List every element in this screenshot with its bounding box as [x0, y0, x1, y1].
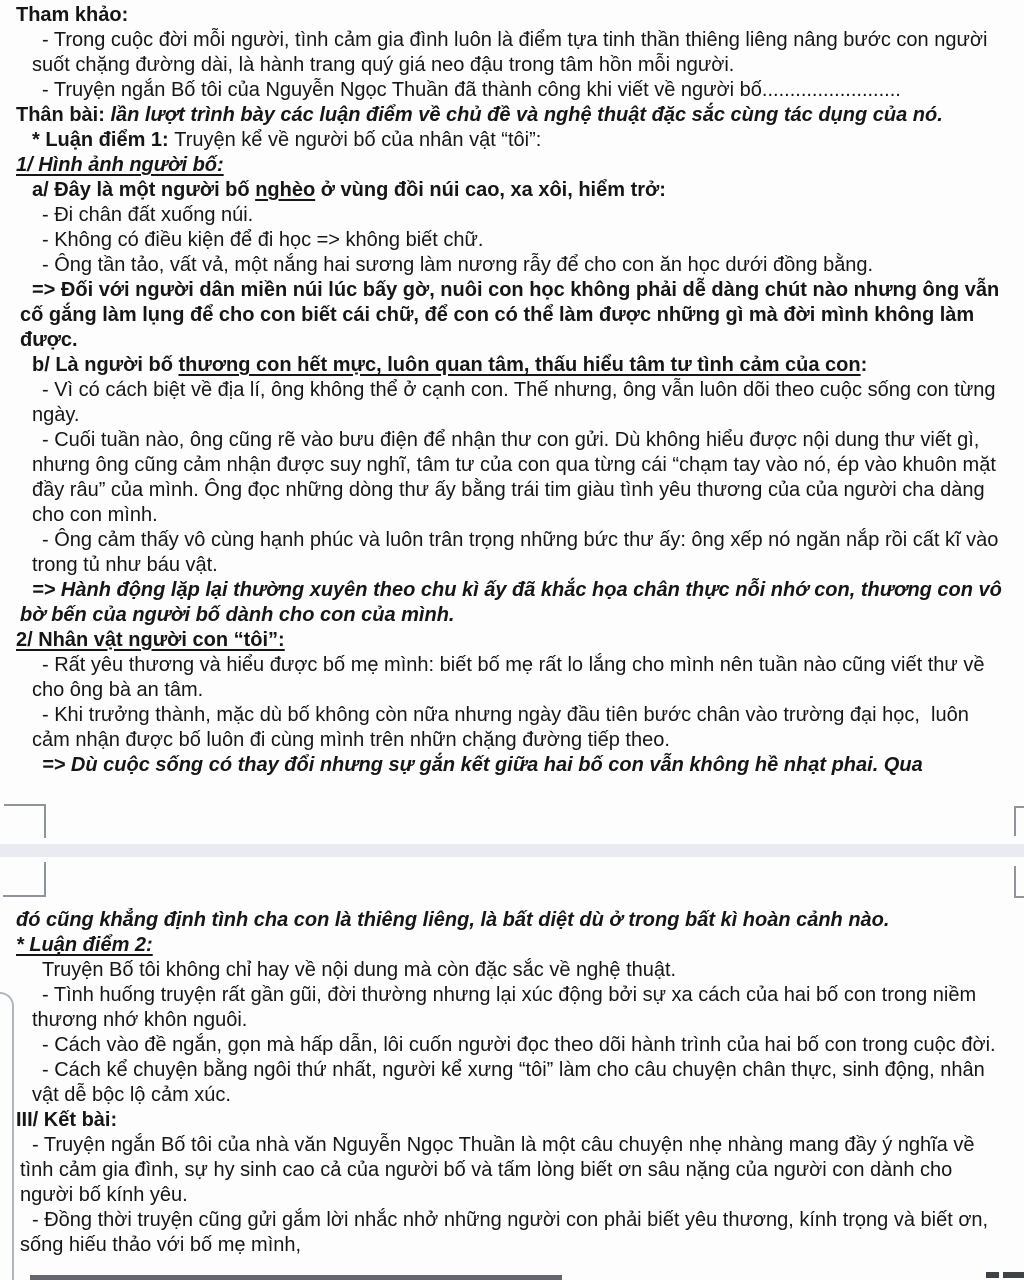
document-page-2 — [0, 908, 1024, 1280]
text-segment: - Ông cảm thấy vô cùng hạnh phúc và luôn trân trọng những bức thư ấy: ông xếp nó ngăn nắp rồi cất kĩ vào trong tủ như báu vật. — [32, 529, 999, 576]
page2-top-right-margin-mark — [1014, 866, 1024, 898]
text-segment: nghèo — [255, 179, 316, 201]
page-break-divider — [0, 844, 1024, 857]
text-segment: đó cũng khẳng định tình cha con là thiêng liêng, là bất diệt dù ở trong bất kì hoàn cảnh nào. — [16, 909, 890, 931]
paragraph — [16, 428, 1010, 528]
paragraph — [16, 128, 1010, 153]
paragraph — [16, 753, 1010, 778]
paragraph — [16, 1133, 1010, 1208]
cutoff-content-bar — [30, 1275, 562, 1280]
text-segment: lần lượt trình bày các luận điểm về chủ đề và nghệ thuật đặc sắc cùng tác dụng của nó. — [110, 104, 943, 126]
text-segment: - Rất yêu thương và hiểu được bố mẹ mình: biết bố mẹ rất lo lắng cho mình nên tuần nào cũng viết thư về cho ông bà an tâm. — [32, 654, 985, 701]
text-segment: - Vì có cách biệt về địa lí, ông không thể ở cạnh con. Thế nhưng, ông vẫn luôn dõi theo cuộc sống con từng ngày. — [32, 379, 996, 426]
text-segment: - Khi trưởng thành, mặc dù bố không còn nữa nhưng ngày đầu tiên bước chân vào trường đại học, luôn cảm nhận được bố luôn đi cùng mình trên nhữn chặng đường tiếp theo. — [32, 704, 969, 751]
paragraph — [16, 1208, 1010, 1258]
text-segment: ở vùng đồi núi cao, xa xôi, hiểm trở: — [315, 179, 666, 201]
cutoff-content-dash — [1003, 1272, 1024, 1278]
text-segment: - Cách kể chuyện bằng ngôi thứ nhất, người kể xưng “tôi” làm cho câu chuyện chân thực, sinh động, nhân vật dễ bộc lộ cảm xúc. — [32, 1059, 985, 1106]
text-segment: - Truyện ngắn Bố tôi của Nguyễn Ngọc Thuần đã thành công khi viết về người bố......................... — [42, 79, 901, 101]
text-segment: => Hành động lặp lại thường xuyên theo chu kì ấy đã khắc họa chân thực nỗi nhớ con, thương con vô bờ bến của người bố dành cho con của mình. — [20, 579, 1002, 626]
text-segment: 1/ Hình ảnh người bố: — [16, 154, 224, 176]
text-segment: - Ông tần tảo, vất vả, một nắng hai sương làm nương rẫy để cho con ăn học dưới đồng bằng. — [42, 254, 874, 276]
paragraph — [16, 153, 1010, 178]
paragraph — [16, 1058, 1010, 1108]
paragraph — [16, 628, 1010, 653]
paragraph — [16, 578, 1010, 628]
paragraph — [16, 353, 1010, 378]
text-segment: 2/ Nhân vật người con “tôi”: — [16, 629, 285, 651]
text-segment: - Truyện ngắn Bố tôi của nhà văn Nguyễn Ngọc Thuần là một câu chuyện nhẹ nhàng mang đầy ý nghĩa về tình cảm gia đình, sự hy sinh cao cả của người bố và tấm lòng biết ơn sâu nặng của người con dành cho người bố kính yêu. — [20, 1134, 975, 1206]
text-segment: - Tình huống truyện rất gần gũi, đời thường nhưng lại xúc động bởi sự xa cách của hai bố con trong niềm thương nhớ khôn nguôi. — [32, 984, 977, 1031]
text-segment: III/ Kết bài: — [16, 1109, 118, 1131]
paragraph — [16, 1033, 1010, 1058]
paragraph — [16, 703, 1010, 753]
text-segment: : — [860, 354, 868, 376]
text-segment: => Dù cuộc sống có thay đổi nhưng sự gắn kết giữa hai bố con vẫn không hề nhạt phai. Qua — [42, 754, 923, 776]
rounded-shape-edge — [0, 992, 14, 1280]
text-segment: - Cuối tuần nào, ông cũng rẽ vào bưu điện để nhận thư con gửi. Dù không hiểu được nội dung thư viết gì, nhưng ông cũng cảm nhận được suy nghĩ, tâm tư của con qua từng cái “chạm tay vào nó, ép vào khuôn mặt đầy râu” của mình. Ông đọc những dòng thư ấy bằng trái tim giàu tình yêu thương của của người cha dàng cho con mình. — [32, 429, 996, 526]
paragraph — [16, 958, 1010, 983]
paragraph — [16, 203, 1010, 228]
text-segment: a/ Đây là một người bố — [32, 179, 256, 201]
paragraph — [16, 278, 1010, 353]
page2-top-left-margin-mark — [3, 862, 46, 897]
text-segment: - Đồng thời truyện cũng gửi gắm lời nhắc nhở những người con phải biết yêu thương, kính trọng và biết ơn, sống hiếu thảo với bố mẹ mình, — [20, 1209, 989, 1256]
text-segment: - Cách vào đề ngắn, gọn mà hấp dẫn, lôi cuốn người đọc theo dõi hành trình của hai bố con trong cuộc đời. — [42, 1034, 996, 1056]
paragraph — [16, 983, 1010, 1033]
document-page-1 — [0, 3, 1024, 806]
paragraph — [16, 908, 1010, 933]
paragraph — [16, 653, 1010, 703]
paragraph — [16, 228, 1010, 253]
page1-bottom-right-margin-mark — [1014, 806, 1024, 836]
text-segment: - Không có điều kiện để đi học => không biết chữ. — [42, 229, 484, 251]
paragraph — [16, 378, 1010, 428]
text-segment: * Luận điểm 1: — [32, 129, 175, 151]
paragraph — [16, 28, 1010, 78]
paragraph — [16, 103, 1010, 128]
paragraph — [16, 3, 1010, 28]
text-segment: - Đi chân đất xuống núi. — [42, 204, 254, 226]
cutoff-content-dash — [986, 1272, 999, 1278]
text-segment: => Đối với người dân miền núi lúc bấy gờ, nuôi con học không phải dễ dàng chút nào nhưng ông vẫn cố gắng làm lụng để cho con biết cái chữ, để con có thể làm được những gì mà đời mình không làm được. — [20, 279, 1000, 351]
text-segment: Thân bài: — [16, 104, 111, 126]
paragraph — [16, 528, 1010, 578]
text-segment: thương con hết mực, luôn quan tâm, thấu hiểu tâm tư tình cảm của con — [178, 354, 861, 376]
text-segment: * Luận điểm 2: — [16, 934, 153, 956]
paragraph — [16, 178, 1010, 203]
text-segment: Truyện kể về người bố của nhân vật “tôi”: — [174, 129, 542, 151]
paragraph — [16, 1108, 1010, 1133]
text-segment: b/ Là người bố — [32, 354, 179, 376]
text-segment: Truyện Bố tôi không chỉ hay về nội dung mà còn đặc sắc về nghệ thuật. — [42, 959, 677, 981]
paragraph — [16, 253, 1010, 278]
text-segment: Tham khảo: — [16, 4, 129, 26]
paragraph — [16, 933, 1010, 958]
page1-bottom-left-margin-mark — [4, 804, 46, 838]
paragraph — [16, 78, 1010, 103]
text-segment: - Trong cuộc đời mỗi người, tình cảm gia đình luôn là điểm tựa tinh thần thiêng liêng nâng bước con người suốt chặng đường dài, là hành trang quý giá neo đậu trong tâm hồn mỗi người. — [32, 29, 988, 76]
